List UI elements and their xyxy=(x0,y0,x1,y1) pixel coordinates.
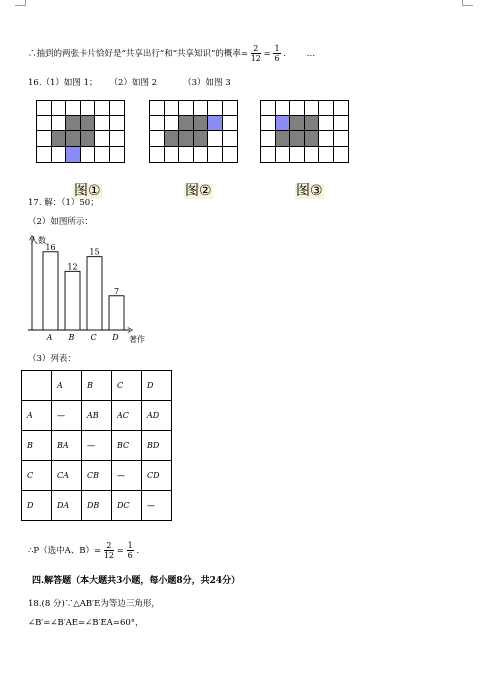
frac-num: 2 xyxy=(104,541,114,551)
table-cell: C xyxy=(112,371,142,401)
table-cell: — xyxy=(82,431,112,461)
shaded-cell xyxy=(179,131,194,146)
fraction-1-6 xyxy=(273,44,280,63)
bar-C xyxy=(87,257,102,330)
grid-cell xyxy=(319,131,334,146)
section-4-title: 四.解答题（本大题共3小题，每小题8分，共24分） xyxy=(32,576,241,586)
table-cell: A xyxy=(22,401,52,431)
grid-cell xyxy=(334,131,349,146)
grid-cell xyxy=(319,116,334,131)
fraction-2-12 xyxy=(104,541,114,560)
table-cell: AD xyxy=(142,401,172,431)
table-cell: BD xyxy=(142,431,172,461)
q17-answer-2: （2）如图所示： xyxy=(28,217,93,227)
frac-num: 1 xyxy=(127,541,133,550)
period: . xyxy=(283,49,286,59)
grid-cell xyxy=(95,131,110,146)
grid-cell xyxy=(208,131,223,146)
grid-cell xyxy=(261,116,276,131)
bar-value-label-B: 12 xyxy=(67,262,78,272)
probability-result xyxy=(28,541,139,560)
table-cell: D xyxy=(22,491,52,521)
grid-cell xyxy=(165,116,180,131)
bar-A xyxy=(43,252,58,330)
frac-num: 2 xyxy=(251,44,261,54)
table-cell: BC xyxy=(112,431,142,461)
table-row xyxy=(22,401,172,431)
grid-cell xyxy=(334,101,349,116)
q18-line-2: ∠B′=∠B′AE=∠B′EA=60°， xyxy=(28,618,144,628)
grid-cell xyxy=(52,101,67,116)
q17-answer-3: （3）列表： xyxy=(28,354,76,364)
shaded-cell xyxy=(81,131,96,146)
bar-value-label-A: 16 xyxy=(45,242,56,252)
table-cell: DC xyxy=(112,491,142,521)
grid-cell xyxy=(179,101,194,116)
probability-statement xyxy=(28,44,315,63)
grid-cell xyxy=(81,147,96,162)
bars-group xyxy=(43,243,124,342)
table-cell: C xyxy=(22,461,52,491)
table-row xyxy=(22,431,172,461)
grid-cell xyxy=(290,147,305,162)
equals-sign: = xyxy=(263,49,271,59)
table-cell: B xyxy=(82,371,112,401)
grid-cell xyxy=(37,147,52,162)
category-tick-label-D: D xyxy=(112,333,119,342)
grid-cell xyxy=(150,101,165,116)
page-corner-mark-right xyxy=(462,0,473,6)
grid-cell xyxy=(52,147,67,162)
grid-cell xyxy=(66,101,81,116)
q18-line-1: 18.(8 分)∵△AB′E为等边三角形， xyxy=(28,599,160,609)
shaded-cell xyxy=(276,131,291,146)
grid-cell xyxy=(334,147,349,162)
q16-header xyxy=(28,76,231,88)
grid-cell xyxy=(261,147,276,162)
grid-cell xyxy=(95,147,110,162)
table-cell: BA xyxy=(52,431,82,461)
bar-chart xyxy=(22,232,162,346)
grid-cell xyxy=(150,131,165,146)
shaded-cell xyxy=(66,116,81,131)
shaded-cell xyxy=(194,131,209,146)
table-cell: DB xyxy=(82,491,112,521)
table-cell: DA xyxy=(52,491,82,521)
category-tick-label-C: C xyxy=(90,333,97,342)
grid-cell xyxy=(110,116,125,131)
bar-value-label-C: 15 xyxy=(89,247,100,257)
table-cell: — xyxy=(52,401,82,431)
grid-cell xyxy=(179,147,194,162)
x-axis-label: 著作 xyxy=(129,335,145,344)
grid-cell xyxy=(194,101,209,116)
grid-cell xyxy=(223,116,238,131)
grid-cell xyxy=(81,101,96,116)
grid-cell xyxy=(276,147,291,162)
category-tick-label-B: B xyxy=(68,333,75,342)
table-cell: — xyxy=(142,491,172,521)
figure-1-label: 图① xyxy=(74,183,101,199)
frac-den: 12 xyxy=(103,551,115,560)
shaded-cell xyxy=(305,116,320,131)
grid-cell xyxy=(305,101,320,116)
grid-cell xyxy=(305,147,320,162)
page-corner-mark-left xyxy=(15,0,26,6)
grid-cell xyxy=(290,101,305,116)
grid-cell xyxy=(150,147,165,162)
grid-cell xyxy=(334,116,349,131)
frac-den: 6 xyxy=(274,54,280,63)
grid-cell xyxy=(165,101,180,116)
grid-cell xyxy=(165,147,180,162)
table-cell: — xyxy=(112,461,142,491)
table-row xyxy=(22,461,172,491)
table-row xyxy=(22,491,172,521)
bar-D xyxy=(109,296,124,330)
shaded-cell xyxy=(52,131,67,146)
grid-cell xyxy=(261,101,276,116)
grid-cell xyxy=(37,131,52,146)
fraction-2-12 xyxy=(251,44,261,63)
q16-part1: 16.（1）如图 1； xyxy=(28,78,98,88)
table-cell xyxy=(22,371,52,401)
outcome-table xyxy=(21,370,172,521)
grid-cell xyxy=(223,131,238,146)
grid-cell xyxy=(37,116,52,131)
period: . xyxy=(136,546,140,556)
table-cell: CB xyxy=(82,461,112,491)
grid-figure-1 xyxy=(36,100,125,163)
table-cell: B xyxy=(22,431,52,461)
equals-sign: = xyxy=(116,546,124,556)
grid-cell xyxy=(319,101,334,116)
grid-cell xyxy=(208,101,223,116)
table-cell: CA xyxy=(52,461,82,491)
figure-2-label: 图② xyxy=(185,183,212,199)
grid-cell xyxy=(37,101,52,116)
bar-B xyxy=(65,271,80,330)
grid-cell xyxy=(150,116,165,131)
grid-cell xyxy=(194,147,209,162)
table-cell: CD xyxy=(142,461,172,491)
q16-part2: （2）如图 2 xyxy=(109,78,158,88)
shaded-cell xyxy=(179,116,194,131)
table-cell: A xyxy=(52,371,82,401)
table-header-row xyxy=(22,371,172,401)
shaded-cell xyxy=(194,116,209,131)
grid-cell xyxy=(261,131,276,146)
frac-num: 1 xyxy=(274,44,280,53)
bar-value-label-D: 7 xyxy=(113,286,120,296)
highlight-cell xyxy=(66,147,81,162)
grid-cell xyxy=(52,116,67,131)
ellipsis: … xyxy=(306,49,316,59)
grid-cell xyxy=(95,101,110,116)
shaded-cell xyxy=(66,131,81,146)
shaded-cell xyxy=(165,131,180,146)
category-tick-label-A: A xyxy=(46,333,53,342)
shaded-cell xyxy=(290,131,305,146)
grid-cell xyxy=(110,101,125,116)
grid-cell xyxy=(110,131,125,146)
shaded-cell xyxy=(305,131,320,146)
y-axis-label: 人数 xyxy=(30,236,46,245)
statement-text: ∴抽到的两张卡片恰好是“共享出行”和“共享知识”的概率= xyxy=(28,49,249,59)
table-cell: AC xyxy=(112,401,142,431)
table-cell: AB xyxy=(82,401,112,431)
highlight-cell xyxy=(276,116,291,131)
grid-cell xyxy=(208,147,223,162)
fraction-1-6 xyxy=(127,541,134,560)
grid-cell xyxy=(223,101,238,116)
figure-3-label: 图③ xyxy=(296,183,323,199)
grid-figure-2 xyxy=(149,100,238,163)
q17-answer-1: 17. 解：（1）50； xyxy=(28,198,99,208)
shaded-cell xyxy=(290,116,305,131)
grid-cell xyxy=(110,147,125,162)
q16-part3: （3）如图 3 xyxy=(183,78,231,88)
grid-cell xyxy=(319,147,334,162)
table-cell: D xyxy=(142,371,172,401)
frac-den: 6 xyxy=(127,551,133,560)
grid-cell xyxy=(276,101,291,116)
grid-cell xyxy=(95,116,110,131)
grid-cell xyxy=(223,147,238,162)
frac-den: 12 xyxy=(250,54,261,63)
shaded-cell xyxy=(81,116,96,131)
prob-text: ∴P（选中A、B）= xyxy=(28,546,102,556)
highlight-cell xyxy=(208,116,223,131)
grid-figure-3 xyxy=(260,100,349,163)
